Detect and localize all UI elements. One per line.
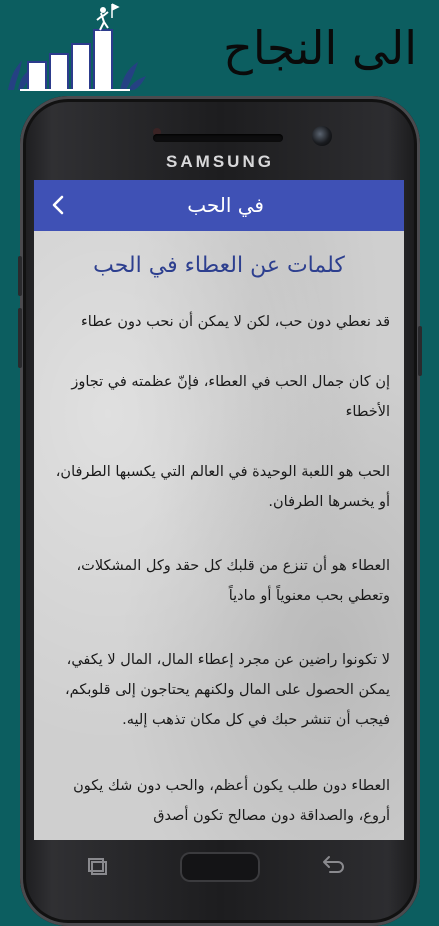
article-paragraph: قد نعطي دون حب، لكن لا يمكن أن نحب دون عطاء [80,314,390,330]
hardware-nav-bar [20,842,420,900]
back-button[interactable] [44,190,74,220]
article-paragraph: العطاء هو أن تنزع من قلبك كل حقد وكل المشكلات، وتعطي بحب معنوياً أو مادياً [76,558,390,604]
volume-button [18,256,22,296]
article-content[interactable] [34,231,404,840]
front-camera-icon [312,126,332,146]
article-paragraph: لا تكونوا راضين عن مجرد إعطاء المال، المال لا يكفي، يمكن الحصول على المال ولكنهم يحتاجون إلى قلوبكم، فيجب أن تنشر حبك في كل مكان تذهب إليه. [64,652,390,728]
chevron-left-icon [44,190,74,220]
app-bar [34,180,404,231]
earpiece-speaker [153,134,283,142]
back-arrow-icon[interactable] [320,854,346,876]
bixby-button [18,308,22,368]
app-screen [34,180,404,840]
home-button-icon[interactable] [180,852,260,882]
power-button [418,326,422,376]
article-paragraph: إن كان جمال الحب في العطاء، فإنّ عظمته في تجاوز الأخطاء [71,374,390,420]
recent-apps-icon[interactable] [86,856,108,876]
growth-chart-illustration [0,0,150,95]
brand-logo: SAMSUNG [166,152,274,171]
promo-title: الى النجاح [223,21,417,75]
app-bar-title: في الحب [187,193,264,217]
article-title: كلمات عن العطاء في الحب [93,253,345,278]
article-paragraph: الحب هو اللعبة الوحيدة في العالم التي يكسبها الطرفان، أو يخسرها الطرفان. [55,464,390,510]
article-paragraph: العطاء دون طلب يكون أعظم، والحب دون شك يكون أروع، والصداقة دون مصالح تكون أصدق [73,778,390,824]
